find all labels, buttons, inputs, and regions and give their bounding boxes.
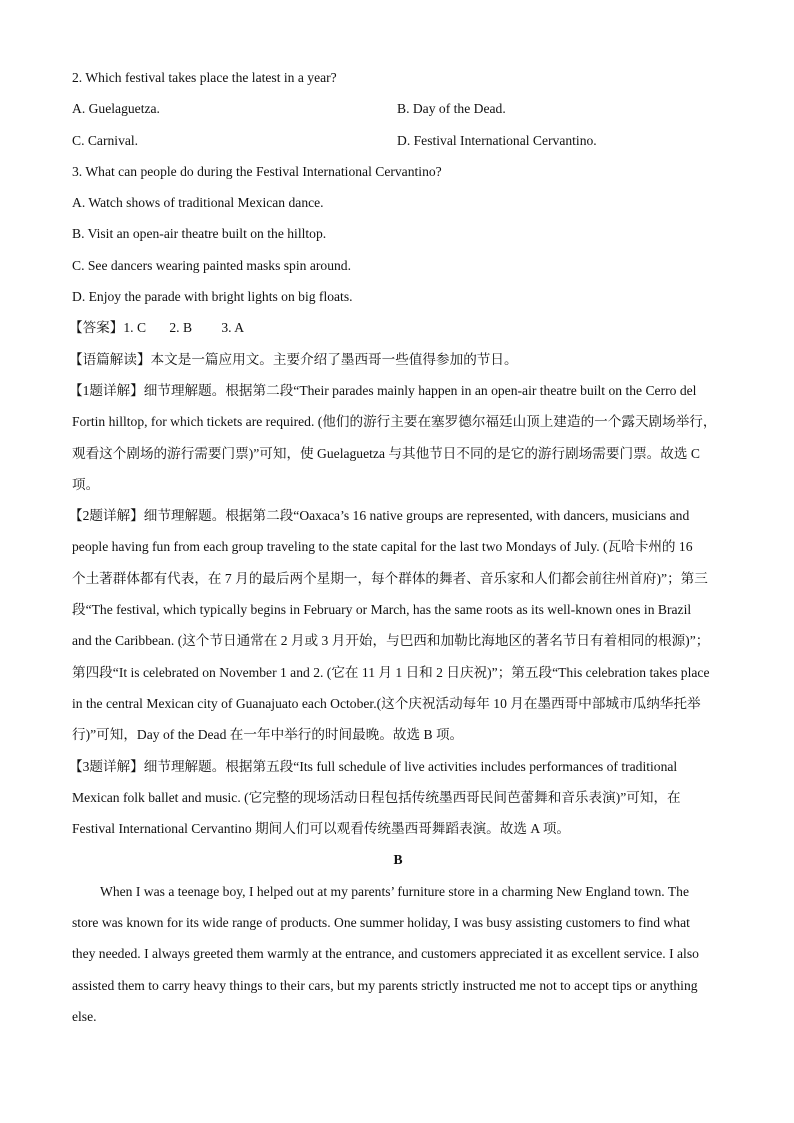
question-2-options-row-2	[72, 125, 724, 156]
section-b-paragraph	[72, 876, 724, 1032]
option-c: C. Carnival.	[72, 132, 139, 148]
question-2-options-row-1	[72, 93, 724, 124]
answer-line	[69, 312, 724, 343]
answer-2: 2. B	[169, 320, 193, 336]
detail-2-line: 段“The festival, which typically begins in February or March, has the same roots as its well-known ones in Brazil	[72, 602, 692, 618]
detail-2-line: 行)”可知，Day of the Dead 在一年中举行的时间最晚。故选 B 项。	[72, 727, 464, 743]
document-page	[69, 62, 724, 1032]
detail-1-line: 项。	[72, 476, 100, 492]
section-b-line: else.	[72, 1008, 97, 1024]
detail-1	[69, 375, 724, 500]
answer-1: 1. C	[123, 320, 147, 336]
question-3-option-d: D. Enjoy the parade with bright lights on big floats.	[72, 289, 353, 305]
detail-2-line: 【2题详解】细节理解题。根据第二段“Oaxaca’s 16 native groups are represented, with dancers, musicians and	[69, 508, 690, 524]
detail-3	[69, 751, 724, 845]
detail-2-line: and the Caribbean. (这个节日通常在 2 月或 3 月开始，与巴西和加勒比海地区的著名节日有着相同的根源)”；	[72, 633, 710, 649]
detail-2-line: 第四段“It is celebrated on November 1 and 2. (它在 11 月 1 日和 2 日庆祝)”；第五段“This celebration takes place	[72, 664, 710, 680]
question-3-option-b: B. Visit an open-air theatre built on the hilltop.	[72, 226, 327, 242]
section-b-line: store was known for its wide range of products. One summer holiday, I was busy assisting customers to find what	[72, 915, 690, 931]
option-a: A. Guelaguetza.	[72, 101, 160, 117]
question-3-option-a: A. Watch shows of traditional Mexican dance.	[72, 195, 324, 211]
detail-3-line: Mexican folk ballet and music. (它完整的现场活动日程包括传统墨西哥民间芭蕾舞和音乐表演)”可知，在	[72, 789, 681, 805]
section-b-line: When I was a teenage boy, I helped out at my parents’ furniture store in a charming New England town. The	[100, 883, 689, 899]
detail-2-line: in the central Mexican city of Guanajuato each October.(这个庆祝活动每年 10 月在墨西哥中部城市瓜纳华托举	[72, 695, 701, 711]
answer-3: 3. A	[221, 320, 245, 336]
detail-2	[69, 500, 724, 750]
detail-3-line: 【3题详解】细节理解题。根据第五段“Its full schedule of live activities includes performances of traditional	[69, 758, 678, 774]
question-3-stem: 3. What can people do during the Festival International Cervantino?	[72, 163, 442, 179]
detail-1-line: 观看这个剧场的游行需要门票)”可知，使 Guelaguetza 与其他节日不同的是它的游行剧场需要门票。故选 C	[72, 445, 700, 461]
option-d: D. Festival International Cervantino.	[397, 132, 597, 148]
option-b: B. Day of the Dead.	[397, 101, 506, 117]
detail-1-line: Fortin hilltop, for which tickets are required. (他们的游行主要在塞罗德尔福廷山顶上建造的一个露天剧场举行，	[72, 414, 717, 430]
detail-3-line: Festival International Cervantino 期间人们可以观看传统墨西哥舞蹈表演。故选 A 项。	[72, 821, 571, 837]
detail-1-line: 【1题详解】细节理解题。根据第二段“Their parades mainly happen in an open-air theatre built on the Cerro del	[69, 382, 697, 398]
detail-2-line: 个土著群体都有代表，在 7 月的最后两个星期一，每个群体的舞者、音乐家和人们都会前往州首府)”；第三	[72, 570, 708, 586]
question-3-option-c: C. See dancers wearing painted masks spin around.	[72, 257, 351, 273]
section-b-heading: B	[393, 852, 403, 868]
question-2-stem: 2. Which festival takes place the latest in a year?	[72, 70, 337, 85]
section-b-line: they needed. I always greeted them warmly at the entrance, and customers appreciated it as excellent service. I also	[72, 946, 699, 962]
detail-2-line: people having fun from each group traveling to the state capital for the last two Mondays of July. (瓦哈卡州的 16	[72, 539, 693, 555]
section-b-line: assisted them to carry heavy things to their cars, but my parents strictly instructed me not to accept tips or anything	[72, 977, 698, 993]
answer-tag: 【答案】	[69, 320, 124, 336]
passage-analysis: 【语篇解读】本文是一篇应用文。主要介绍了墨西哥一些值得参加的节日。	[69, 351, 518, 367]
